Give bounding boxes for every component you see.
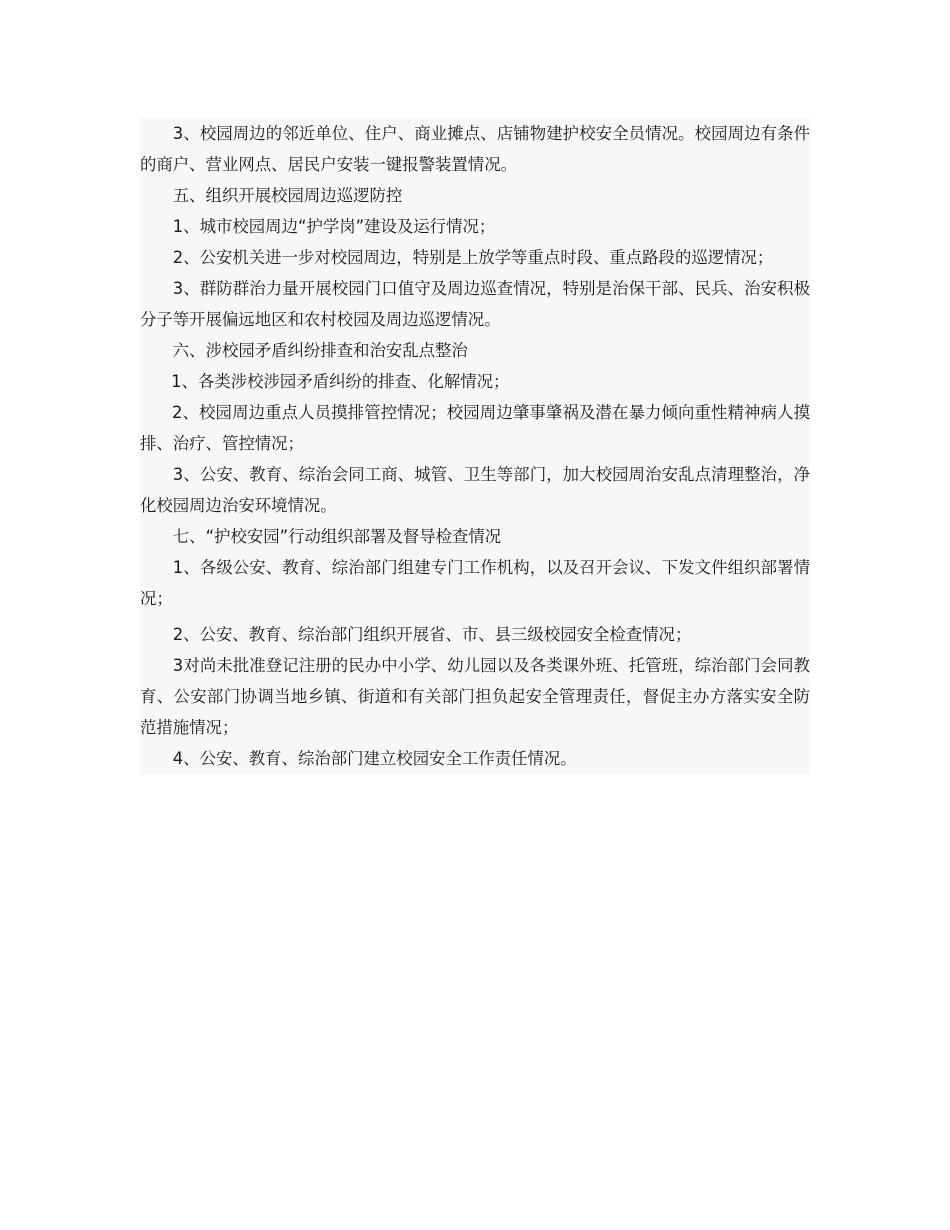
paragraph: 2、公安机关进一步对校园周边，特别是上放学等重点时段、重点路段的巡逻情况；: [172, 248, 774, 267]
document-body: [140, 118, 810, 774]
paragraph: 3、群防群治力量开展校园门口值守及周边巡查情况，特别是治保干部、民兵、治安积极分子等开展偏远地区和农村校园及周边巡逻情况。: [140, 279, 810, 329]
paragraph: 4、公安、教育、综治部门建立校园安全工作责任情况。: [172, 749, 577, 768]
paragraph: 3对尚未批准登记注册的民办中小学、幼儿园以及各类课外班、托管班，综治部门会同教育、公安部门协调当地乡镇、街道和有关部门担负起安全管理责任，督促主办方落实安全防范措施情况；: [140, 656, 810, 737]
paragraph: 1、城市校园周边“护学岗”建设及运行情况；: [172, 217, 496, 236]
section-heading: 七、“护校安园”行动组织部署及督导检查情况: [172, 527, 502, 546]
section-heading: 五、组织开展校园周边巡逻防控: [172, 186, 403, 205]
paragraph: 2、校园周边重点人员摸排管控情况；校园周边肇事肇祸及潜在暴力倾向重性精神病人摸排、治疗、管控情况；: [140, 403, 810, 453]
paragraph: 1、各类涉校涉园矛盾纠纷的排查、化解情况；: [171, 372, 510, 391]
section-heading: 六、涉校园矛盾纠纷排查和治安乱点整治: [172, 341, 468, 360]
paragraph: 3、公安、教育、综治会同工商、城管、卫生等部门，加大校园周治安乱点清理整治，净化校园周边治安环境情况。: [140, 465, 810, 515]
paragraph: 3、校园周边的邻近单位、住户、商业摊点、店铺物建护校安全员情况。校园周边有条件的商户、营业网点、居民户安装一键报警装置情况。: [140, 124, 810, 174]
paragraph: 1、各级公安、教育、综治部门组建专门工作机构，以及召开会议、下发文件组织部署情况；: [140, 558, 810, 608]
paragraph: 2、公安、教育、综治部门组织开展省、市、县三级校园安全检查情况；: [172, 625, 692, 644]
